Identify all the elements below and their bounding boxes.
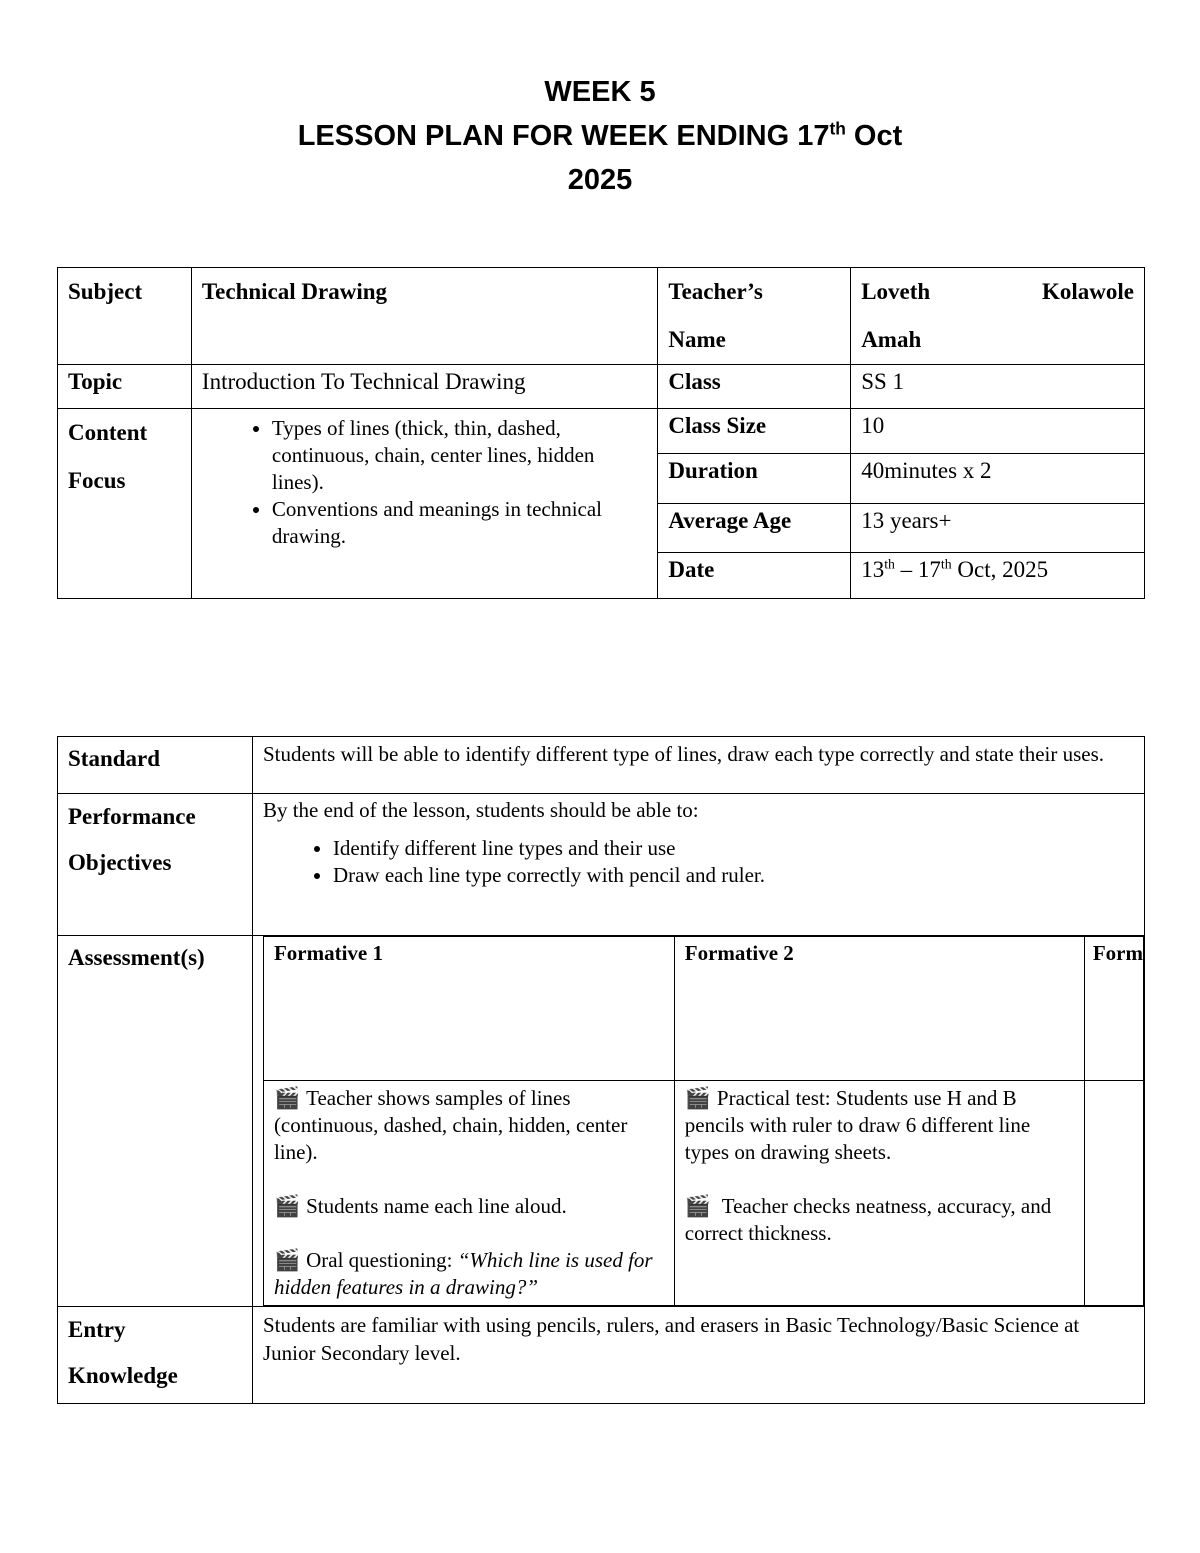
standard-value: Students will be able to identify different type of lines, draw each type correctly and state their uses.: [262, 742, 1105, 766]
duration-label: Duration: [668, 458, 758, 483]
clapperboard-icon: 🎬: [684, 1086, 711, 1110]
class-size-value: 10: [861, 413, 885, 438]
formative-1-heading: Formative 1: [273, 941, 383, 965]
formative-2-item: 🎬 Practical test: Students use H and B pencils with ruler to draw 6 different line types on drawing sheets.: [684, 1086, 1031, 1164]
year-heading: 2025: [567, 164, 633, 196]
class-label: Class: [668, 369, 721, 394]
content-focus-list: [202, 415, 647, 550]
subject-label: Subject: [68, 279, 143, 304]
performance-objectives-label: Performance Objectives: [58, 794, 253, 936]
performance-objectives-cell: By the end of the lesson, students should be able to: • Identify different line types and their use • Draw each line type correctly with pencil and ruler.: [252, 794, 1144, 936]
lesson-plan-heading: LESSON PLAN FOR WEEK ENDING 17th Oct: [297, 118, 903, 152]
document-title: [0, 70, 1200, 202]
lesson-plan-table: [57, 736, 1145, 1404]
clapperboard-icon: 🎬: [273, 1086, 301, 1110]
entry-knowledge-label: Entry Knowledge: [58, 1307, 253, 1404]
list-item: • Draw each line type correctly with pencil and ruler.: [333, 862, 1134, 889]
table-row: [58, 365, 1145, 409]
table-row: [263, 937, 1143, 1081]
duration-value: 40minutes x 2: [861, 458, 992, 483]
formative-1-item: 🎬 Oral questioning: “Which line is used for hidden features in a drawing?”: [273, 1248, 653, 1299]
subject-value: Technical Drawing: [201, 279, 387, 304]
list-item: • Identify different line types and their use: [333, 835, 1134, 862]
content-focus-label: Content Focus: [58, 409, 192, 599]
date-value: 13th – 17th Oct, 2025: [851, 553, 1145, 599]
date-label: Date: [668, 557, 715, 582]
table-row: [58, 794, 1145, 936]
topic-label: Topic: [68, 369, 123, 394]
formative-2-heading: Formative 2: [684, 941, 794, 965]
table-row: [58, 737, 1145, 794]
assessment-table: [263, 936, 1144, 1306]
table-row: [58, 409, 1145, 454]
week-heading: WEEK 5: [544, 76, 656, 108]
table-row: [58, 268, 1145, 365]
table-row: [58, 1307, 1145, 1404]
objectives-list: [263, 835, 1134, 889]
assessments-label: Assessment(s): [68, 945, 205, 970]
clapperboard-icon: 🎬: [273, 1248, 301, 1272]
table-row: [58, 936, 1145, 1307]
teacher-label: Teacher’s Name: [658, 268, 851, 365]
clapperboard-icon: 🎬: [273, 1194, 301, 1218]
clapperboard-icon: 🎬: [684, 1194, 711, 1218]
topic-value: Introduction To Technical Drawing: [201, 369, 526, 394]
standard-label: Standard: [68, 746, 161, 771]
content-focus-cell: [191, 409, 657, 599]
average-age-label: Average Age: [668, 508, 792, 533]
teacher-name: Loveth Kolawole Amah: [851, 268, 1145, 365]
formative-2-item: 🎬 Teacher checks neatness, accuracy, and correct thickness.: [684, 1194, 1052, 1245]
lesson-info-table: [57, 267, 1145, 599]
list-item: • Conventions and meanings in technical drawing.: [272, 496, 647, 550]
average-age-value: 13 years+: [861, 508, 952, 533]
list-item: • Types of lines (thick, thin, dashed, continuous, chain, center lines, hidden lines).: [272, 415, 647, 496]
class-value: SS 1: [861, 369, 905, 394]
formative-1-item: 🎬 Teacher shows samples of lines (continuous, dashed, chain, hidden, center line).: [273, 1086, 628, 1164]
formative-1-item: 🎬 Students name each line aloud.: [273, 1194, 567, 1218]
entry-knowledge-value: Students are familiar with using pencils, rulers, and erasers in Basic Technology/Basic Science at Junior Secondary level.: [262, 1313, 1080, 1365]
class-size-label: Class Size: [668, 413, 767, 438]
formative-3-heading: Form: [1092, 941, 1143, 965]
table-row: [263, 1081, 1143, 1306]
